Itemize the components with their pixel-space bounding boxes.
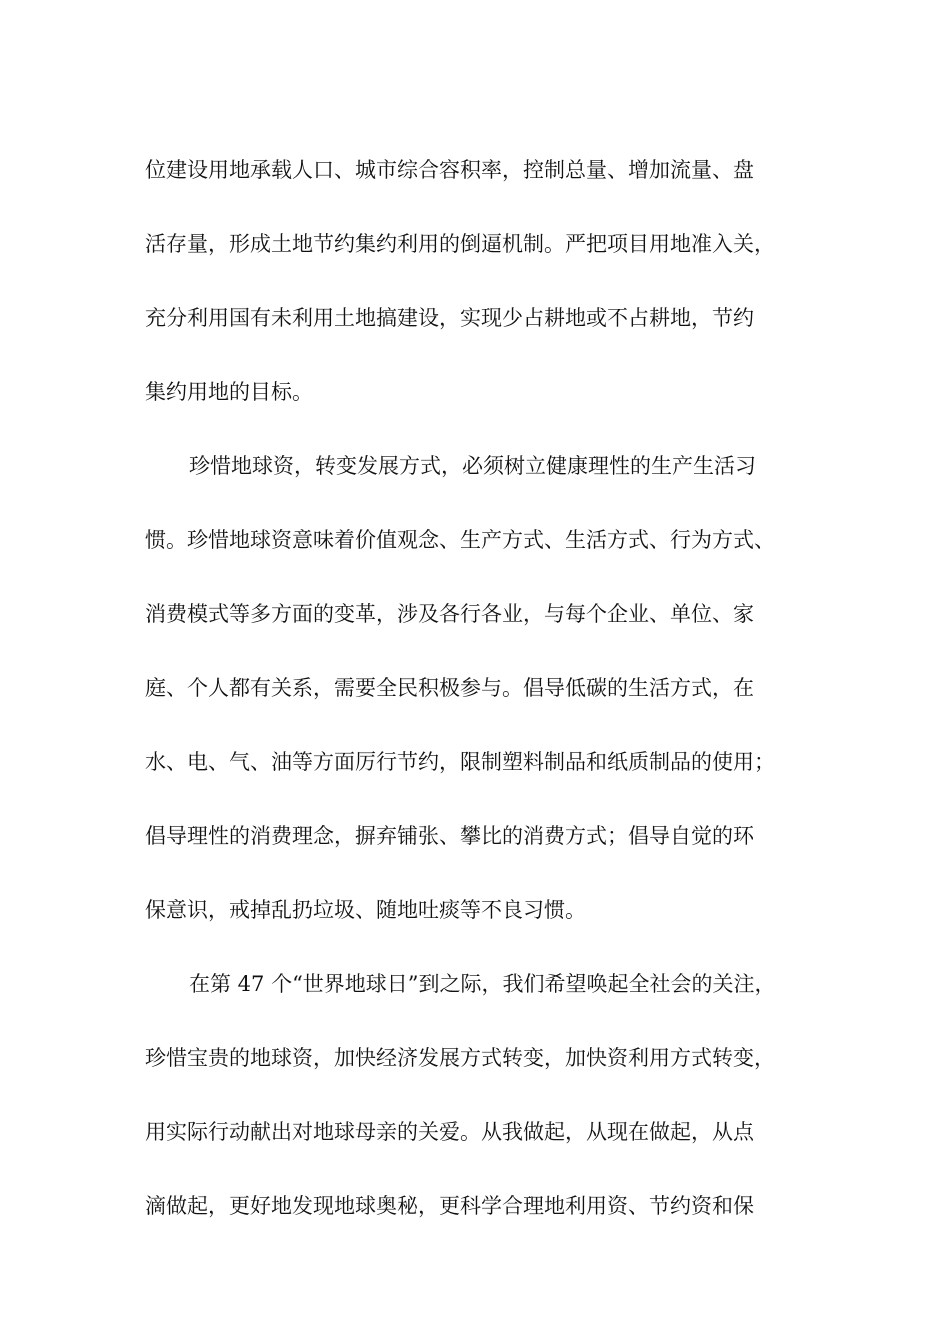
text-line: 集约用地的目标。 bbox=[145, 380, 313, 404]
text-line: 消费模式等多方面的变革，涉及各行各业，与每个企业、单位、家 bbox=[145, 602, 754, 626]
text-line: 充分利用国有未利用土地搞建设，实现少占耕地或不占耕地，节约 bbox=[145, 306, 754, 330]
paragraph-start-line: 在第 47 个“世界地球日”到之际，我们希望唤起全社会的关注， bbox=[189, 972, 776, 996]
text-line: 倡导理性的消费理念，摒弃铺张、攀比的消费方式；倡导自觉的环 bbox=[145, 824, 754, 848]
body-text bbox=[145, 133, 835, 1243]
text-line: 水、电、气、油等方面厉行节约，限制塑料制品和纸质制品的使用； bbox=[145, 750, 775, 774]
text-line: 庭、个人都有关系，需要全民积极参与。倡导低碳的生活方式，在 bbox=[145, 676, 754, 700]
text-line: 位建设用地承载人口、城市综合容积率，控制总量、增加流量、盘 bbox=[145, 158, 754, 182]
text-line: 活存量，形成土地节约集约利用的倒逼机制。严把项目用地准入关， bbox=[145, 232, 775, 256]
text-line: 保意识，戒掉乱扔垃圾、随地吐痰等不良习惯。 bbox=[145, 898, 586, 922]
paragraph-start-line: 珍惜地球资，转变发展方式，必须树立健康理性的生产生活习 bbox=[189, 454, 756, 478]
text-line: 珍惜宝贵的地球资，加快经济发展方式转变，加快资利用方式转变， bbox=[145, 1046, 775, 1070]
text-line: 惯。珍惜地球资意味着价值观念、生产方式、生活方式、行为方式、 bbox=[145, 528, 775, 552]
text-line: 用实际行动献出对地球母亲的关爱。从我做起，从现在做起，从点 bbox=[145, 1120, 754, 1144]
text-line: 滴做起，更好地发现地球奥秘，更科学合理地利用资、节约资和保 bbox=[145, 1194, 754, 1218]
